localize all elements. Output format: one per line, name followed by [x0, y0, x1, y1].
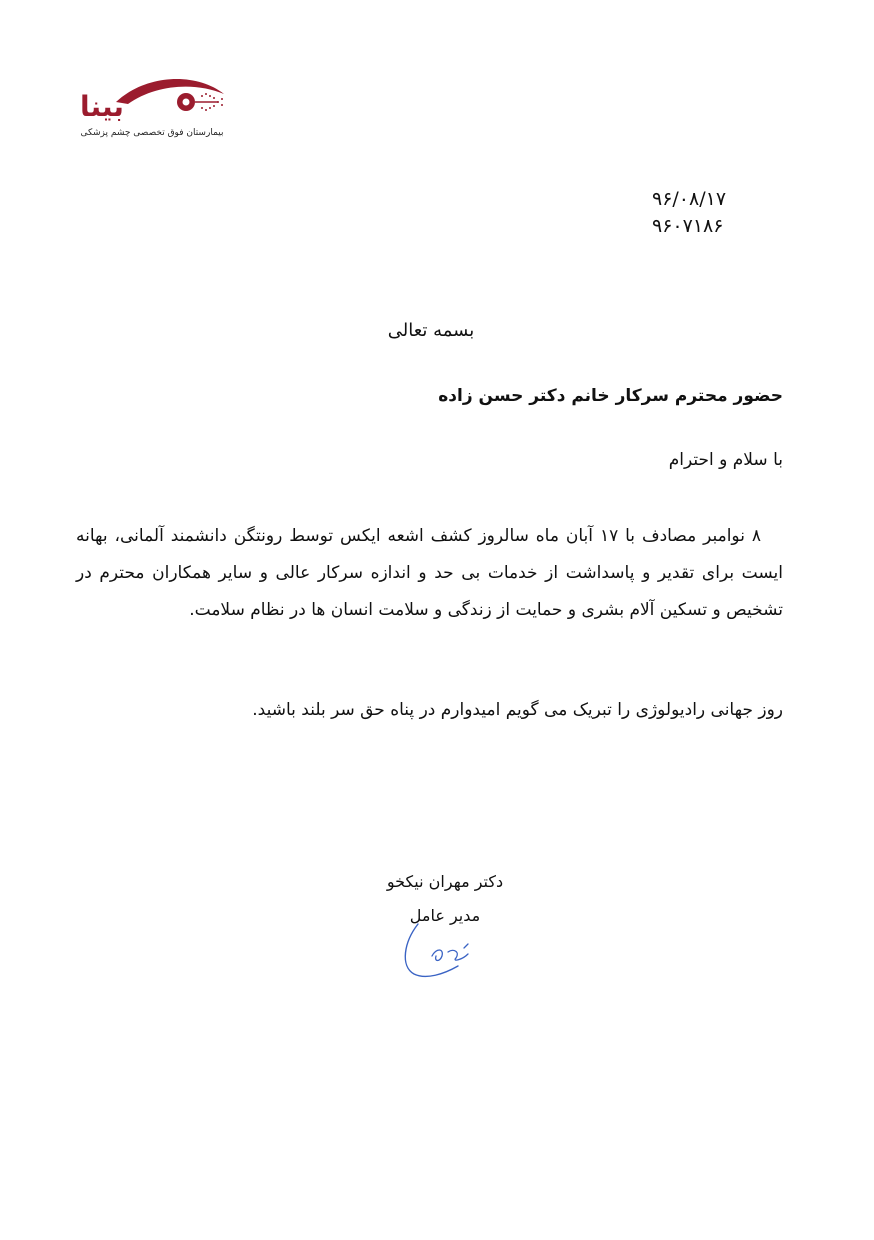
letter-number: ۹۶۰۷۱۸۶ — [652, 215, 724, 237]
logo-caption: بیمارستان فوق تخصصی چشم پزشکی — [80, 128, 224, 138]
hospital-logo — [76, 72, 236, 144]
letter-meta — [652, 186, 762, 240]
handwritten-signature-icon — [398, 918, 488, 982]
logo-wordmark: بینا — [80, 90, 124, 123]
signer-title: مدیر عامل — [409, 906, 481, 925]
signer-name: دکتر مهران نیکخو — [386, 872, 504, 891]
letter-date: ۹۶/۰۸/۱۷ — [652, 188, 727, 210]
closing-line: روز جهانی رادیولوژی را تبریک می گویم امیدوارم در پناه حق سر بلند باشید. — [252, 700, 783, 720]
greeting-line: با سلام و احترام — [668, 450, 783, 470]
invocation-text: بسمه تعالی — [387, 320, 475, 341]
invocation-heading — [0, 320, 874, 341]
letter-body-paragraph: ۸ نوامبر مصادف با ۱۷ آبان ماه سالروز کشف اشعه ایکس توسط رونتگن دانشمند آلمانی، بهانه ایست برای تقدیر و پاسداشت از خدمات بی حد و اندازه سرکار عالی و سایر همکاران محترم در تشخیص و تسکین آلام بشری و حمایت از زندگی و سلامت انسان ها در نظام سلامت. — [76, 526, 783, 620]
addressee-line: حضور محترم سرکار خانم دکتر حسن زاده — [438, 386, 783, 406]
